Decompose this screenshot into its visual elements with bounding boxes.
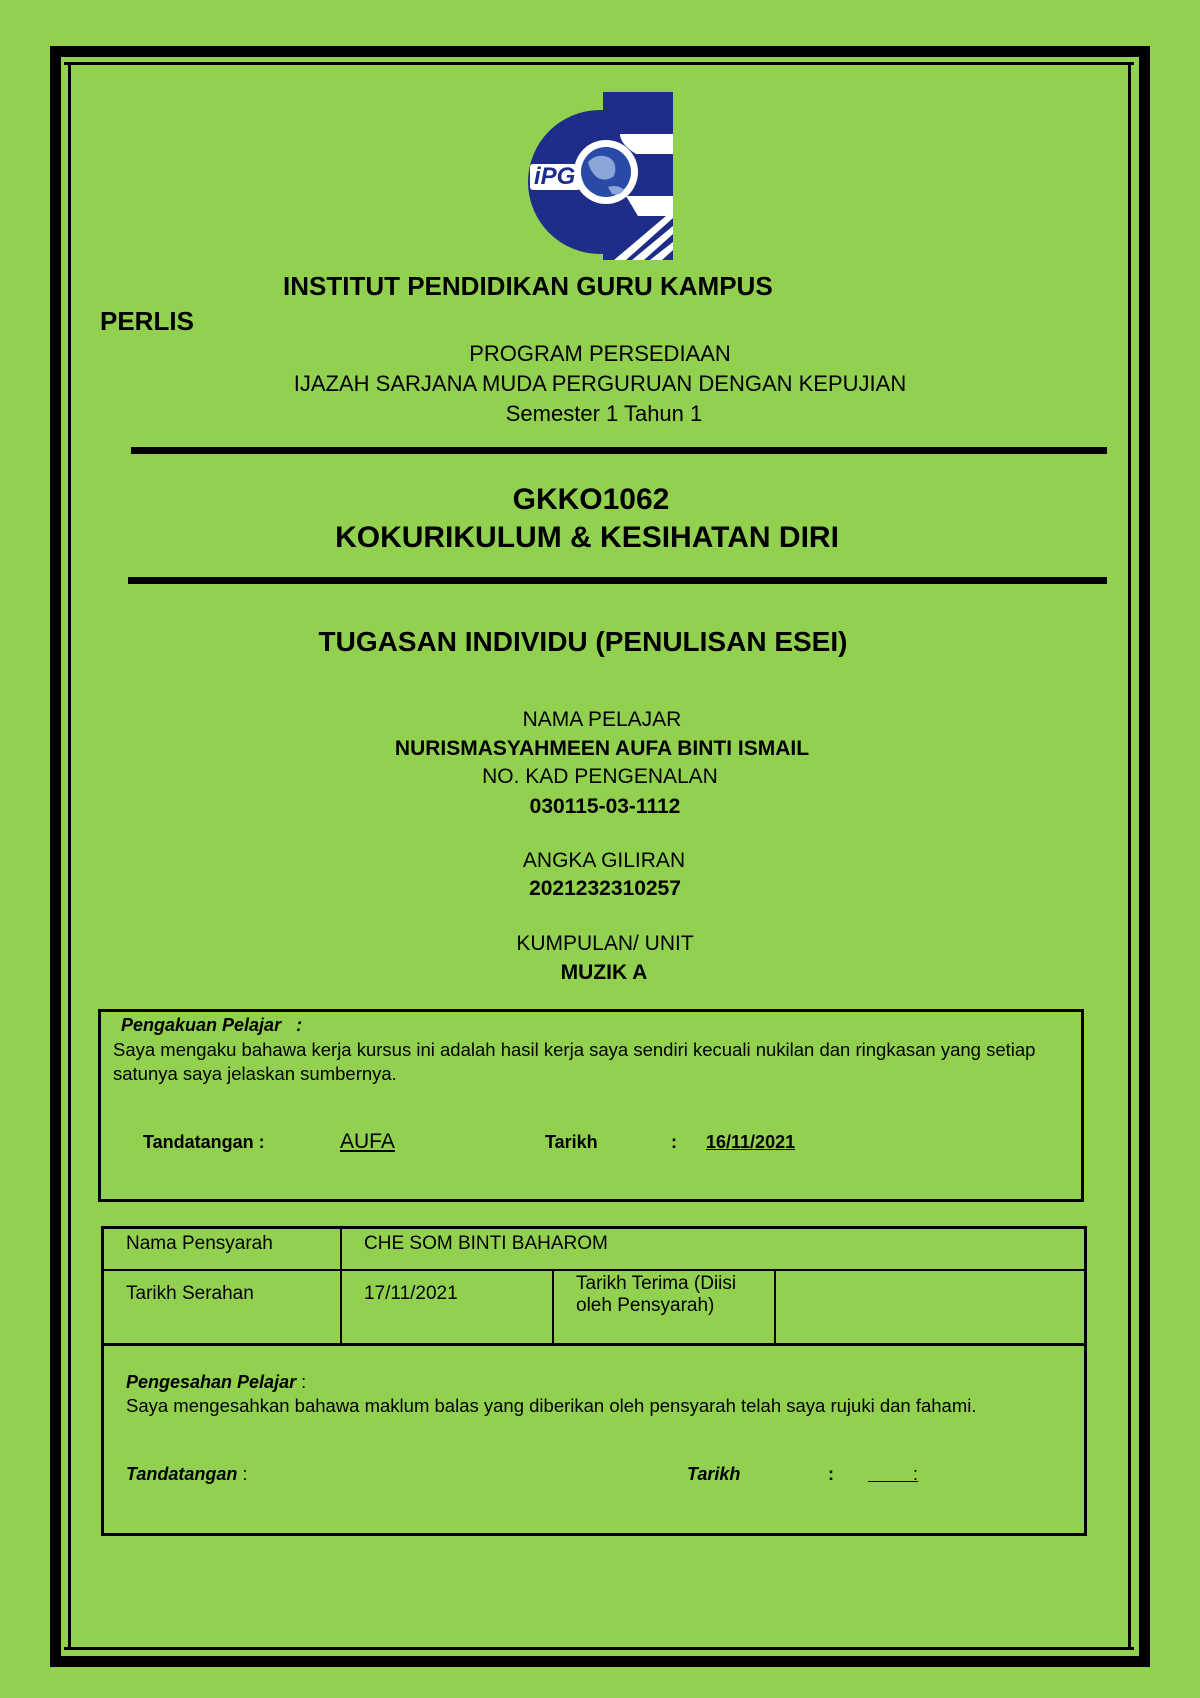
- frame-corner-bl-v: [50, 1627, 61, 1667]
- frame-corner-tr-v: [1139, 46, 1150, 86]
- declaration-date-label: Tarikh: [545, 1132, 598, 1152]
- confirmation-date-colon: :: [828, 1464, 834, 1484]
- declaration-text: Saya mengaku bahawa kerja kursus ini adalah hasil kerja saya sendiri kecuali nukilan dan ringkasan yang setiap satunya saya jelaskan sumbernya.: [113, 1039, 1036, 1084]
- program-line-1: PROGRAM PERSEDIAAN: [469, 341, 731, 366]
- confirmation-title-row: [126, 1372, 306, 1393]
- student-name-label: NAMA PELAJAR: [522, 708, 682, 731]
- lecturer-info-table: [101, 1226, 1087, 1345]
- course-name: KOKURIKULUM & KESIHATAN DIRI: [335, 521, 839, 554]
- index-label: ANGKA GILIRAN: [522, 849, 686, 872]
- semester: Semester 1 Tahun 1: [505, 401, 703, 426]
- confirmation-signature-row: [126, 1464, 247, 1485]
- declaration-signature-value: AUFA: [340, 1130, 395, 1153]
- receive-value-cell: [775, 1270, 1086, 1344]
- frame-bottom-thick: [90, 1656, 1114, 1667]
- logo-text: iPG: [534, 163, 576, 190]
- campus-name: PERLIS: [100, 306, 194, 336]
- declaration-title: Pengakuan Pelajar :: [121, 1015, 303, 1035]
- frame-corner-br-v: [1139, 1627, 1150, 1667]
- table-row: [103, 1228, 1086, 1270]
- declaration-date-colon: :: [671, 1132, 677, 1152]
- submit-value-cell: [341, 1270, 553, 1344]
- receive-label: Tarikh Terima (Diisi oleh Pensyarah): [576, 1272, 737, 1316]
- submit-value: 17/11/2021: [364, 1282, 458, 1304]
- lecturer-label-cell: [103, 1228, 342, 1270]
- confirmation-title-suffix: :: [296, 1372, 307, 1392]
- confirmation-title: Pengesahan Pelajar: [126, 1372, 297, 1392]
- confirmation-signature-label: Tandatangan: [126, 1464, 238, 1484]
- frame-bottom-thin: [64, 1647, 1134, 1650]
- frame-top-thick: [90, 46, 1114, 57]
- submit-label-cell: [103, 1270, 342, 1344]
- ipg-logo: [528, 92, 673, 260]
- ic-label: NO. KAD PENGENALAN: [482, 765, 718, 788]
- institute-line: INSTITUT PENDIDIKAN GURU KAMPUS: [283, 271, 773, 301]
- lecturer-value: CHE SOM BINTI BAHAROM: [364, 1233, 608, 1254]
- course-code: GKKO1062: [512, 483, 670, 516]
- confirmation-date-blank: :: [868, 1464, 919, 1484]
- table-row: [103, 1270, 1086, 1344]
- ic-value: 030115-03-1112: [529, 795, 681, 818]
- confirmation-text: Saya mengesahkan bahawa maklum balas yang diberikan oleh pensyarah telah saya rujuki dan fahami.: [126, 1395, 977, 1416]
- student-name-value: NURISMASYAHMEEN AUFA BINTI ISMAIL: [394, 737, 810, 760]
- group-value: MUZIK A: [560, 961, 648, 984]
- divider-top: [131, 447, 1107, 454]
- confirmation-signature-suffix: :: [237, 1464, 248, 1484]
- index-value: 2021232310257: [529, 877, 681, 900]
- confirmation-box: [101, 1344, 1087, 1536]
- divider-bottom: [128, 577, 1107, 584]
- declaration-signature-label: Tandatangan :: [143, 1132, 265, 1152]
- frame-corner-tl-v: [50, 46, 61, 86]
- lecturer-value-cell: [341, 1228, 1086, 1270]
- assignment-title: TUGASAN INDIVIDU (PENULISAN ESEI): [318, 626, 848, 657]
- frame-top-thin: [64, 62, 1134, 65]
- declaration-box: [98, 1009, 1084, 1202]
- group-label: KUMPULAN/ UNIT: [516, 932, 694, 955]
- program-line-2: IJAZAH SARJANA MUDA PERGURUAN DENGAN KEPUJIAN: [293, 371, 907, 396]
- lecturer-label: Nama Pensyarah: [126, 1233, 273, 1254]
- receive-label-cell: [553, 1270, 775, 1344]
- submit-label: Tarikh Serahan: [126, 1282, 254, 1304]
- confirmation-date-label: Tarikh: [687, 1464, 741, 1484]
- declaration-date-value: 16/11/2021: [706, 1132, 796, 1152]
